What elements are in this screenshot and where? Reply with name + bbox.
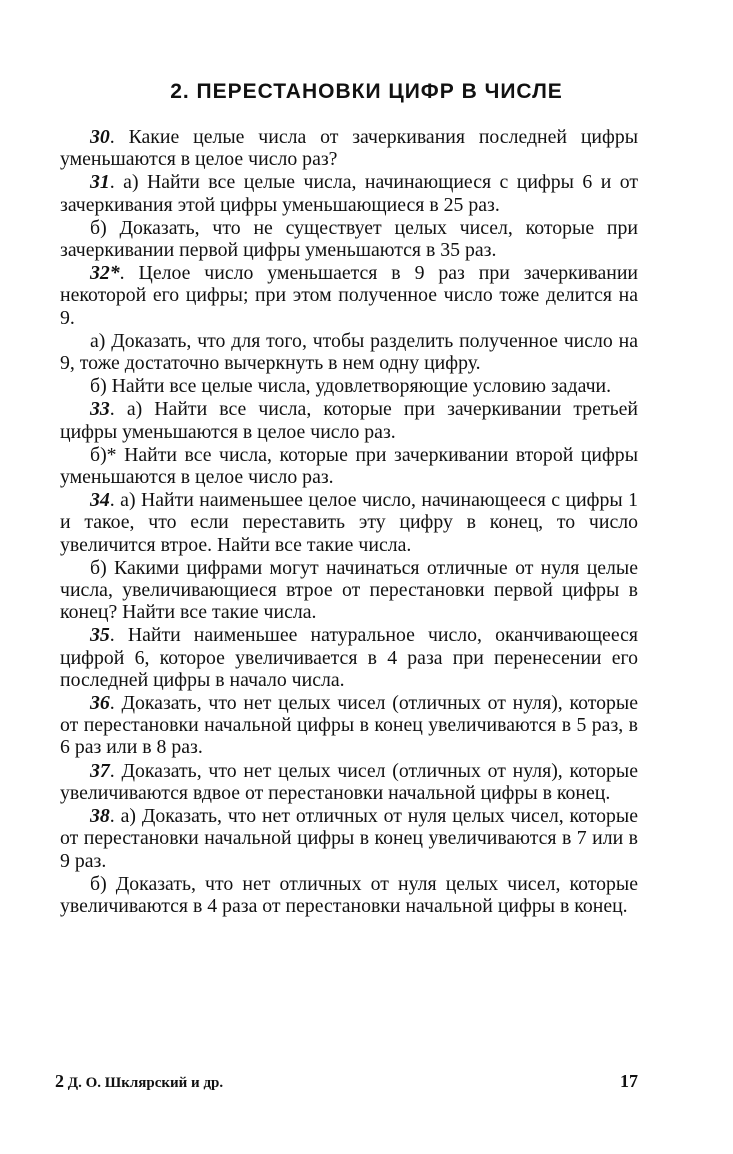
problem-number: 33	[90, 398, 110, 421]
page-footer	[55, 1071, 638, 1097]
problem-paragraph	[60, 398, 638, 442]
problem-number: 30	[90, 126, 110, 148]
problem-paragraph	[60, 489, 638, 556]
problem-paragraph	[60, 444, 638, 488]
problem-paragraph	[60, 262, 638, 329]
problem-paragraph	[60, 805, 638, 872]
problem-text: . а) Доказать, что нет отличных от нуля целых чисел, которые от перестановки начальной цифры в конец увеличиваются в 7 или в 9 раз.	[60, 805, 638, 872]
problem-number: 34	[90, 489, 110, 512]
problem-list	[60, 126, 638, 918]
problem-text: б) Доказать, что нет отличных от нуля целых чисел, которые увеличиваются в 4 раза от перестановки начальной цифры в конец.	[60, 872, 638, 917]
problem-paragraph	[60, 760, 638, 804]
problem-paragraph	[60, 624, 638, 691]
problem-number: 32*	[90, 262, 120, 285]
problem-text: . Целое число уменьшается в 9 раз при зачеркивании некоторой его цифры; при этом полученное число тоже делится на 9.	[60, 262, 638, 329]
problem-text: . а) Найти наименьшее целое число, начинающееся с цифры 1 и такое, что если переставить эту цифру в конец, то число увеличится втрое. Найти все такие числа.	[60, 489, 638, 556]
printer-signature	[55, 1071, 223, 1092]
problem-paragraph	[60, 217, 638, 261]
problem-paragraph	[60, 873, 638, 917]
signature-number: 2	[55, 1071, 64, 1091]
problem-number: 36	[90, 692, 110, 715]
page-number: 17	[620, 1071, 638, 1091]
problem-text: б) Какими цифрами могут начинаться отличные от нуля целые числа, увеличивающиеся втрое от перестановки первой цифры в конец? Найти все такие числа.	[60, 556, 638, 624]
problem-text: . а) Найти все числа, которые при зачеркивании третьей цифры уменьшаются в целое число раз.	[60, 398, 638, 443]
signature-text: Д. О. Шклярский и др.	[67, 1075, 224, 1091]
problem-text: б) Найти все целые числа, удовлетворяющие условию задачи.	[90, 375, 612, 398]
section-title: 2. ПЕРЕСТАНОВКИ ЦИФР В ЧИСЛЕ	[170, 80, 563, 103]
problem-text: . а) Найти все целые числа, начинающиеся с цифры 6 и от зачеркивания этой цифры уменьшающиеся в 25 раз.	[60, 171, 638, 216]
problem-paragraph	[60, 126, 638, 170]
problem-text: б) Доказать, что не существует целых чисел, которые при зачеркивании первой цифры уменьшаются в 35 раз.	[60, 216, 638, 262]
problem-number: 37	[90, 759, 110, 782]
problem-number: 35	[90, 624, 110, 647]
problem-text: а) Доказать, что для того, чтобы разделить полученное число на 9, тоже достаточно вычеркнуть в нем одну цифру.	[60, 329, 638, 375]
problem-text: . Найти наименьшее натуральное число, оканчивающееся цифрой 6, которое увеличивается в 4 раза при перенесении его последней цифры в начало числа.	[60, 624, 638, 691]
problem-number: 31	[90, 171, 110, 194]
problem-text: . Доказать, что нет целых чисел (отличных от нуля), которые от перестановки начальной цифры в конец увеличиваются в 5 раз, в 6 раз или в 8 раз.	[60, 692, 638, 759]
problem-paragraph	[60, 557, 638, 624]
problem-paragraph	[60, 375, 638, 397]
problem-paragraph	[60, 330, 638, 374]
problem-paragraph	[60, 692, 638, 759]
problem-number: 38	[90, 805, 110, 828]
problem-text: . Какие целые числа от зачеркивания последней цифры уменьшаются в целое число раз?	[60, 126, 638, 171]
problem-text: . Доказать, что нет целых чисел (отличных от нуля), которые увеличиваются вдвое от перестановки начальной цифры в конец.	[60, 759, 638, 804]
problem-text: б)* Найти все числа, которые при зачеркивании второй цифры уменьшаются в целое число раз.	[60, 443, 638, 489]
problem-paragraph	[60, 171, 638, 215]
